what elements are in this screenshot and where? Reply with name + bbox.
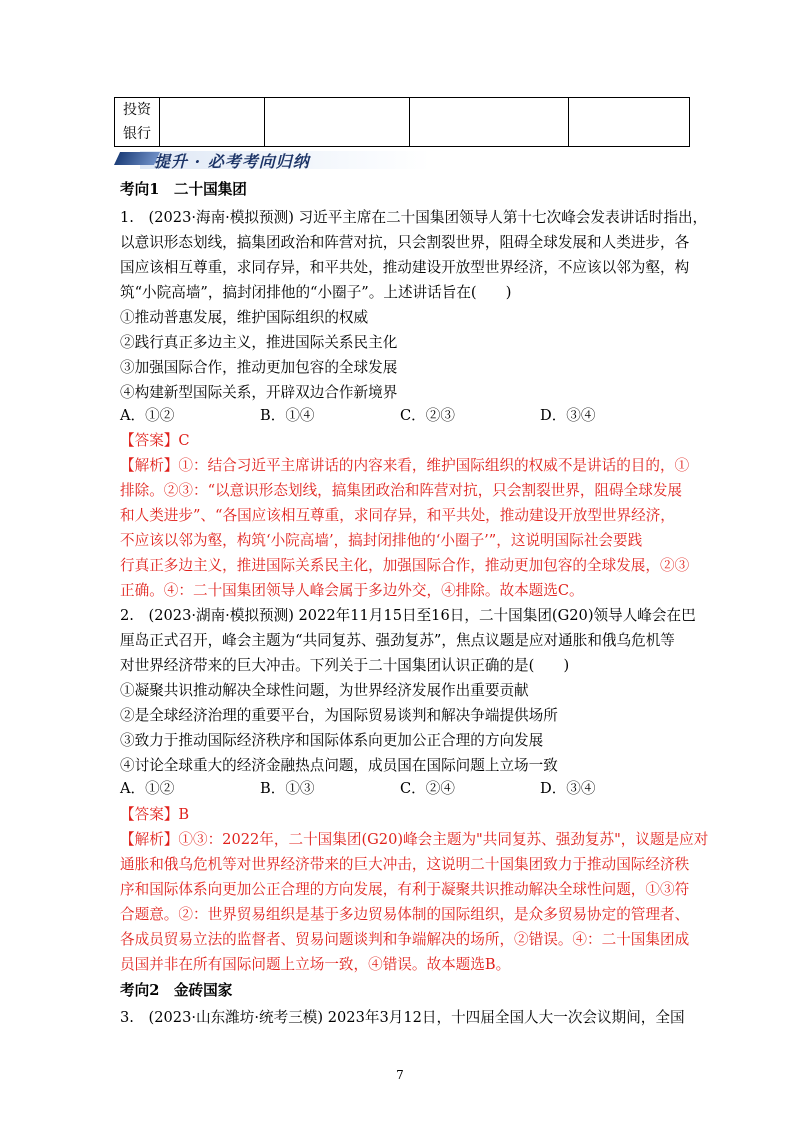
question-1-statement: ③加强国际合作，推动更加包容的全球发展 <box>120 359 398 376</box>
table-row <box>115 98 690 147</box>
question-2-line: 厘岛正式召开，峰会主题为“共同复苏、强劲复苏”，焦点议题是应对通胀和俄乌危机等 <box>120 632 675 649</box>
question-1-analysis-line: 排除。②③：“以意识形态划线，搞集团政治和阵营对抗，只会割裂世界，阻碍全球发展 <box>120 482 683 499</box>
table-cell <box>569 98 690 147</box>
question-2-option-a: A．①② <box>120 780 175 797</box>
question-2-line: 2. (2023·湖南·模拟预测) 2022年11月15日至16日，二十国集团(G20)领导人峰会在巴 <box>120 607 696 624</box>
question-2-answer: 【答案】B <box>120 806 190 823</box>
question-2-line: 对世界经济带来的巨大冲击。下列关于二十国集团认识正确的是( ) <box>120 657 570 674</box>
question-2-statement: ④讨论全球重大的经济金融热点问题，成员国在国际问题上立场一致 <box>120 757 558 774</box>
question-1-statement: ④构建新型国际关系，开辟双边合作新境界 <box>120 384 398 401</box>
question-1-line: 国应该相互尊重，求同存异，和平共处，推动建设开放型世界经济，不应该以邻为壑，构 <box>120 259 690 276</box>
question-2-analysis-line: 通胀和俄乌危机等对世界经济带来的巨大冲击，这说明二十国集团致力于推动国际经济秩 <box>120 856 690 873</box>
question-1-analysis-line: 【解析】①：结合习近平主席讲话的内容来看，维护国际组织的权威不是讲话的目的，① <box>120 457 690 474</box>
question-1-option-b: B．①④ <box>260 407 315 424</box>
question-2-analysis-line: 员国并非在所有国际问题上立场一致，④错误。故本题选B。 <box>120 956 511 973</box>
question-1-analysis-line: 和人类进步”、“各国应该相互尊重，求同存异，和平共处，推动建设开放型世界经济， <box>120 507 675 524</box>
question-1-analysis-line: 不应该以邻为壑，构筑‘小院高墙’，搞封闭排他的‘小圈子’”，这说明国际社会要践 <box>120 532 643 549</box>
page-number: 7 <box>396 1068 404 1082</box>
section-heading-g20: 考向1 二十国集团 <box>120 181 247 198</box>
question-1-statement: ②践行真正多边主义，推进国际关系民主化 <box>120 334 398 351</box>
table-cell <box>265 98 410 147</box>
banner-title: 提升 · 必考考向归纳 <box>154 152 310 171</box>
question-2-statement: ③致力于推动国际经济秩序和国际体系向更加公正合理的方向发展 <box>120 732 544 749</box>
question-1-statement: ①推动普惠发展，维护国际组织的权威 <box>120 309 369 326</box>
question-1-analysis-line: 正确。④：二十国集团领导人峰会属于多边外交，④排除。故本题选C。 <box>120 582 584 599</box>
row-label-line-2: 银行 <box>123 126 151 142</box>
question-3-line: 3. (2023·山东潍坊·统考三模) 2023年3月12日，十四届全国人大一次会议期间，全国 <box>120 1009 685 1026</box>
question-2-analysis-line: 各成员贸易立法的监督者、贸易问题谈判和争端解决的场所，②错误。④：二十国集团成 <box>120 931 690 948</box>
question-1-option-d: D．③④ <box>540 407 596 424</box>
table-cell <box>410 98 569 147</box>
question-1-line: 1. (2023·海南·模拟预测) 习近平主席在二十国集团领导人第十七次峰会发表讲话时指出， <box>120 209 708 226</box>
row-label-line-1: 投资 <box>123 102 151 118</box>
question-1-answer: 【答案】C <box>120 432 190 449</box>
investment-table <box>114 97 690 147</box>
question-1-line: 筑“小院高墙”，搞封闭排他的“小圈子”。上述讲话旨在( ) <box>120 284 512 301</box>
question-2-option-b: B．①③ <box>260 780 315 797</box>
table-cell <box>160 98 265 147</box>
question-1-option-a: A．①② <box>120 407 175 424</box>
question-2-option-d: D．③④ <box>540 780 596 797</box>
question-2-statement: ①凝聚共识推动解决全球性问题，为世界经济发展作出重要贡献 <box>120 682 529 699</box>
table-row-label <box>115 98 160 147</box>
section-banner <box>114 148 432 170</box>
section-heading-brics: 考向2 金砖国家 <box>120 982 233 999</box>
question-1-analysis-line: 行真正多边主义，推进国际关系民主化，加强国际合作，推动更加包容的全球发展，②③ <box>120 557 690 574</box>
question-2-analysis-line: 【解析】①③：2022年，二十国集团(G20)峰会主题为"共同复苏、强劲复苏"，议题是应对 <box>120 831 709 848</box>
question-2-analysis-line: 合题意。②：世界贸易组织是基于多边贸易体制的国际组织，是众多贸易协定的管理者、 <box>120 906 690 923</box>
question-2-statement: ②是全球经济治理的重要平台，为国际贸易谈判和解决争端提供场所 <box>120 707 558 724</box>
question-2-option-c: C．②④ <box>400 780 455 797</box>
question-1-line: 以意识形态划线，搞集团政治和阵营对抗，只会割裂世界，阻碍全球发展和人类进步，各 <box>120 234 690 251</box>
question-2-analysis-line: 序和国际体系向更加公正合理的方向发展，有利于凝聚共识推动解决全球性问题，①③符 <box>120 881 690 898</box>
question-1-option-c: C．②③ <box>400 407 455 424</box>
